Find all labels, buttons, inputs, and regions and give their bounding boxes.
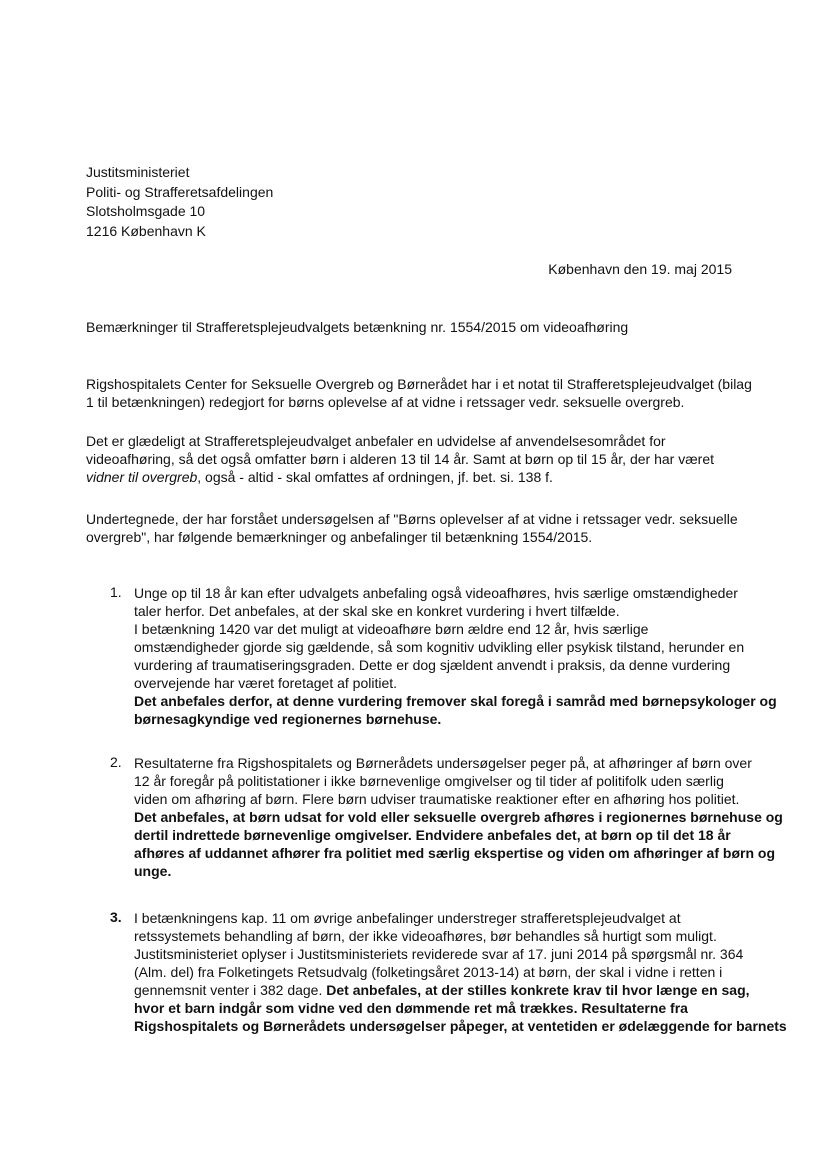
item-line: taler herfor. Det anbefales, at der skal ske en konkret vurdering i hvert tilfælde. — [134, 603, 620, 619]
date-line — [548, 260, 732, 278]
item-line: I betænkningens kap. 11 om øvrige anbefalinger understreger strafferetsplejeudvalget at — [134, 910, 681, 926]
paragraph-line: Det er glædeligt at Strafferetsplejeudvalget anbefaler en udvidelse af anvendelsesområdet for — [86, 433, 666, 449]
item-number: 3. — [110, 909, 122, 925]
recipient-address — [86, 163, 273, 241]
item-line: omstændigheder gjorde sig gældende, så som kognitiv udvikling eller psykisk tilstand, herunder en — [134, 639, 745, 655]
item-line: I betænkning 1420 var det muligt at videoafhøre børn ældre end 12 år, hvis særlige — [134, 621, 649, 637]
item-line-mixed — [134, 981, 787, 999]
item-line: Justitsministeriet oplyser i Justitsministeriets reviderede svar af 17. juni 2014 på spørgsmål nr. 364 — [134, 946, 744, 962]
date-text: København den 19. maj 2015 — [548, 261, 732, 277]
item-bold-line: Rigshospitalets og Børnerådets undersøgelser påpeger, at ventetiden er ødelæggende for barnets — [134, 1018, 787, 1034]
paragraph-line: Rigshospitalets Center for Seksuelle Overgreb og Børnerådet har i et notat til Strafferetsplejeudvalget (bilag — [86, 376, 752, 392]
item-line: Unge op til 18 år kan efter udvalgets anbefaling også videoafhøres, hvis særlige omstændigheder — [134, 585, 738, 601]
subject-text: Bemærkninger til Strafferetsplejeudvalgets betænkning nr. 1554/2015 om videoafhøring — [86, 319, 629, 335]
paragraph-line: overgreb", har følgende bemærkninger og anbefalinger til betænkning 1554/2015. — [86, 529, 593, 545]
item-bold-line: dertil indrettede børnevenlige omgivelser. Endvidere anbefales det, at børn op til det 18 år — [134, 827, 731, 843]
paragraph-line: videoafhøring, så det også omfatter børn i alderen 13 til 14 år. Samt at børn op til 15 år, der har været — [86, 451, 714, 467]
recommendation-item-1 — [110, 584, 777, 728]
paragraph-line — [86, 468, 714, 486]
recipient-street: Slotsholmsgade 10 — [86, 203, 206, 219]
recipient-department: Politi- og Strafferetsafdelingen — [86, 183, 274, 200]
recipient-name: Justitsministeriet — [86, 164, 190, 180]
recipient-city: 1216 København K — [86, 222, 206, 239]
item-number: 2. — [110, 754, 122, 770]
subject-line — [86, 318, 628, 336]
italic-phrase: vidner til overgreb — [86, 469, 198, 485]
item-line: retssystemets behandling af børn, der ikke videoafhøres, bør behandles så hurtigt som muligt. — [134, 928, 717, 944]
paragraph-1 — [86, 375, 752, 411]
item-line: (Alm. del) fra Folketingets Retsudvalg (folketingsåret 2013-14) at børn, der skal i vidne i retten i — [134, 964, 723, 980]
recommendation-item-2 — [110, 754, 783, 880]
paragraph-line-rest: , også - altid - skal omfattes af ordningen, jf. bet. si. 138 f. — [197, 469, 553, 485]
item-line: overvejende har været foretaget af politiet. — [134, 675, 398, 691]
item-bold-line: afhøres af uddannet afhører fra politiet med særlig ekspertise og viden om afhøringer af børn og — [134, 845, 775, 861]
item-number: 1. — [110, 584, 122, 600]
item-line: 12 år foregår på politistationer i ikke børnevenlige omgivelser og til tider af politifolk uden særlig — [134, 773, 724, 789]
recommendation-item-3 — [110, 909, 787, 1035]
item-line-bold-part: Det anbefales, at der stilles konkrete krav til hvor længe en sag, — [326, 982, 750, 998]
paragraph-3 — [86, 510, 738, 546]
item-body — [134, 909, 787, 1035]
paragraph-line: 1 til betænkningen) redegjort for børns oplevelse af at vidne i retssager vedr. seksuelle overgreb. — [86, 394, 685, 410]
item-bold-line: børnesagkyndige ved regionernes børnehuse. — [134, 711, 442, 727]
item-bold-line: hvor et barn indgår som vidne ved den dømmende ret må trækkes. Resultaterne fra — [134, 1000, 688, 1016]
paragraph-line: Undertegnede, der har forstået undersøgelsen af "Børns oplevelser af at vidne i retssager vedr. seksuelle — [86, 511, 738, 527]
item-body — [134, 584, 777, 728]
item-bold-line: Det anbefales, at børn udsat for vold eller seksuelle overgreb afhøres i regionernes børnehuse og — [134, 809, 783, 825]
item-line: Resultaterne fra Rigshospitalets og Børnerådets undersøgelser peger på, at afhøringer af børn over — [134, 755, 752, 771]
item-body — [134, 754, 783, 880]
item-line: vurdering af traumatiseringsgraden. Dette er dog sjældent anvendt i praksis, da denne vurdering — [134, 657, 731, 673]
item-line-normal-part: gennemsnit venter i 382 dage. — [134, 982, 327, 998]
item-bold-line: Det anbefales derfor, at denne vurdering fremover skal foregå i samråd med børnepsykologer og — [134, 693, 777, 709]
item-bold-line: unge. — [134, 863, 172, 879]
paragraph-2 — [86, 432, 714, 486]
item-line: viden om afhøring af børn. Flere børn udviser traumatiske reaktioner efter en afhøring hos politiet. — [134, 791, 740, 807]
